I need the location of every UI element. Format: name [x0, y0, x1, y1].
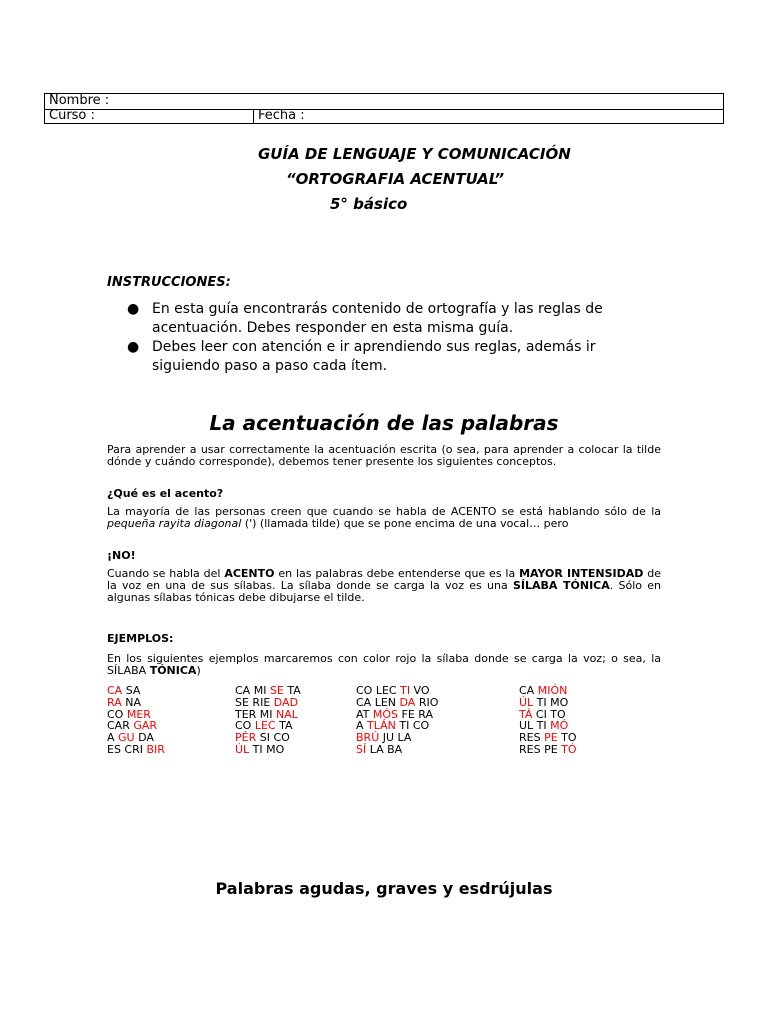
- syllables-after: TA: [283, 684, 301, 697]
- tonic-syllable: BIR: [146, 742, 165, 756]
- tonic-syllable: TI: [400, 684, 411, 697]
- grade-label: 5° básico: [330, 195, 408, 213]
- tonic-syllable: SÍ: [356, 742, 367, 756]
- examples-intro-end: ): [196, 664, 201, 677]
- def-text-1: Cuando se habla del: [107, 567, 225, 580]
- syllables-before: CAR: [107, 719, 134, 733]
- curso-label: Curso :: [49, 108, 95, 123]
- tonic-syllable: TLÁN: [367, 719, 396, 733]
- definition-paragraph: [107, 568, 661, 604]
- tonic-syllable: DAD: [273, 695, 299, 709]
- question-text-2: (') (llamada tilde) que se pone encima de una vocal… pero: [241, 517, 569, 530]
- examples-column-3: [356, 685, 438, 756]
- nombre-row: [45, 94, 723, 110]
- examples-heading: EJEMPLOS:: [107, 632, 174, 645]
- tonic-syllable: TÓ: [561, 742, 577, 756]
- syllables-before: A: [356, 719, 368, 733]
- section-heading: La acentuación de las palabras: [209, 411, 559, 435]
- syllables-after: TA: [275, 719, 293, 733]
- example-word: [356, 744, 438, 756]
- syllables-before: CO: [107, 707, 127, 721]
- bullet-icon: ●: [127, 301, 140, 317]
- syllables-after: LA BA: [366, 742, 403, 756]
- tonic-syllable: RA: [107, 695, 122, 709]
- tonic-syllable: GAR: [133, 719, 158, 733]
- tonic-syllable: SE: [269, 684, 284, 697]
- syllables-after: SI CO: [256, 731, 290, 745]
- instruction-item: [127, 300, 627, 338]
- syllables-after: TI MO: [249, 742, 285, 756]
- guide-subtitle: “ORTOGRAFIA ACENTUAL”: [286, 170, 505, 188]
- question-text-1: La mayoría de las personas creen que cuando se habla de ACENTO se está hablando sólo de la: [107, 505, 661, 518]
- guide-title: GUÍA DE LENGUAJE Y COMUNICACIÓN: [258, 145, 571, 163]
- syllables-before: SE RIE: [235, 695, 274, 709]
- tonic-syllable: DA: [399, 695, 416, 709]
- def-text-4: . Sólo en algunas sílabas tónicas debe dibujarse el tilde.: [107, 579, 661, 604]
- tonic-syllable: CA: [107, 684, 123, 697]
- syllables-before: CA LEN: [356, 695, 400, 709]
- examples-column-4: [519, 685, 577, 756]
- syllables-after: RIO: [415, 695, 439, 709]
- syllables-before: CO LEC: [356, 684, 401, 697]
- tonic-syllable: NAL: [276, 707, 298, 721]
- tonic-syllable: ÚL: [519, 695, 534, 709]
- bullet-icon: ●: [127, 339, 140, 355]
- tonic-syllable: TÁ: [519, 707, 533, 721]
- syllables-before: UL TI: [519, 719, 551, 733]
- tonic-syllable: MÓS: [372, 707, 399, 721]
- syllables-after: FE RA: [398, 707, 434, 721]
- tonic-syllable: LEC: [254, 719, 276, 733]
- tonic-syllable: GU: [118, 731, 135, 745]
- syllables-before: ES CRI: [107, 742, 147, 756]
- syllables-before: RES PE: [519, 742, 562, 756]
- def-text-2: en las palabras debe entenderse que es la: [274, 567, 520, 580]
- tonic-syllable: MER: [126, 707, 151, 721]
- syllables-before: A: [107, 731, 119, 745]
- examples-intro-text: En los siguientes ejemplos marcaremos con color rojo la sílaba donde se carga la voz; o sea, la SÍLABA: [107, 652, 661, 677]
- def-text-3: de la voz en una de sus sílabas. La sílaba donde se carga la voz es una: [107, 567, 661, 592]
- instructions-list: [127, 300, 627, 376]
- syllables-before: CA: [519, 684, 538, 697]
- syllables-after: TI MO: [533, 695, 569, 709]
- question-text-italic: pequeña rayita diagonal: [107, 517, 242, 530]
- syllables-after: JU LA: [379, 731, 412, 745]
- def-bold-1: ACENTO: [224, 567, 275, 580]
- curso-fecha-row: [45, 109, 723, 124]
- curso-cell: [45, 109, 254, 124]
- no-label: ¡NO!: [107, 549, 136, 562]
- syllables-after: TI CO: [395, 719, 430, 733]
- question-heading: ¿Qué es el acento?: [107, 487, 224, 500]
- syllables-before: AT: [356, 707, 373, 721]
- example-word: [519, 744, 577, 756]
- tonic-syllable: PÉR: [235, 731, 257, 745]
- syllables-after: TO: [557, 731, 577, 745]
- tonic-syllable: BRÚ: [356, 731, 380, 745]
- examples-column-1: [107, 685, 165, 756]
- syllables-after: VO: [410, 684, 430, 697]
- nombre-label: Nombre :: [49, 93, 110, 108]
- tonic-syllable: MÓ: [550, 719, 569, 733]
- syllables-after: CI TO: [532, 707, 566, 721]
- tonic-syllable: PE: [544, 731, 558, 745]
- tonic-syllable: ÚL: [235, 742, 250, 756]
- intro-paragraph: Para aprender a usar correctamente la acentuación escrita (o sea, para aprender a colocar la tilde dónde y cuándo corresponde), debemos tener presente los siguientes conceptos.: [107, 443, 661, 468]
- student-info-table: [44, 93, 724, 124]
- examples-column-2: [235, 685, 301, 756]
- fecha-label: Fecha :: [258, 108, 305, 123]
- syllables-after: SA: [122, 684, 141, 697]
- examples-intro-bold: TÓNICA: [149, 664, 197, 677]
- syllables-before: TER MI: [235, 707, 277, 721]
- example-word: [235, 744, 301, 756]
- example-word: [107, 744, 165, 756]
- examples-intro: [107, 653, 661, 677]
- question-paragraph: [107, 506, 661, 530]
- def-bold-3: SÍLABA TÓNICA: [512, 579, 610, 592]
- instruction-text: Debes leer con atención e ir aprendiendo sus reglas, además ir siguiendo paso a paso cada ítem.: [152, 339, 596, 374]
- def-bold-2: MAYOR INTENSIDAD: [519, 567, 644, 580]
- syllables-after: NA: [121, 695, 141, 709]
- syllables-before: RES: [519, 731, 545, 745]
- syllables-before: CO: [235, 719, 255, 733]
- syllables-after: DA: [134, 731, 154, 745]
- instruction-item: [127, 338, 627, 376]
- instruction-text: En esta guía encontrarás contenido de ortografía y las reglas de acentuación. Debes responder en esta misma guía.: [152, 301, 603, 336]
- next-section-heading: Palabras agudas, graves y esdrújulas: [215, 879, 553, 898]
- instructions-heading: INSTRUCCIONES:: [107, 275, 231, 290]
- tonic-syllable: MIÓN: [537, 684, 568, 697]
- syllables-before: CA MI: [235, 684, 270, 697]
